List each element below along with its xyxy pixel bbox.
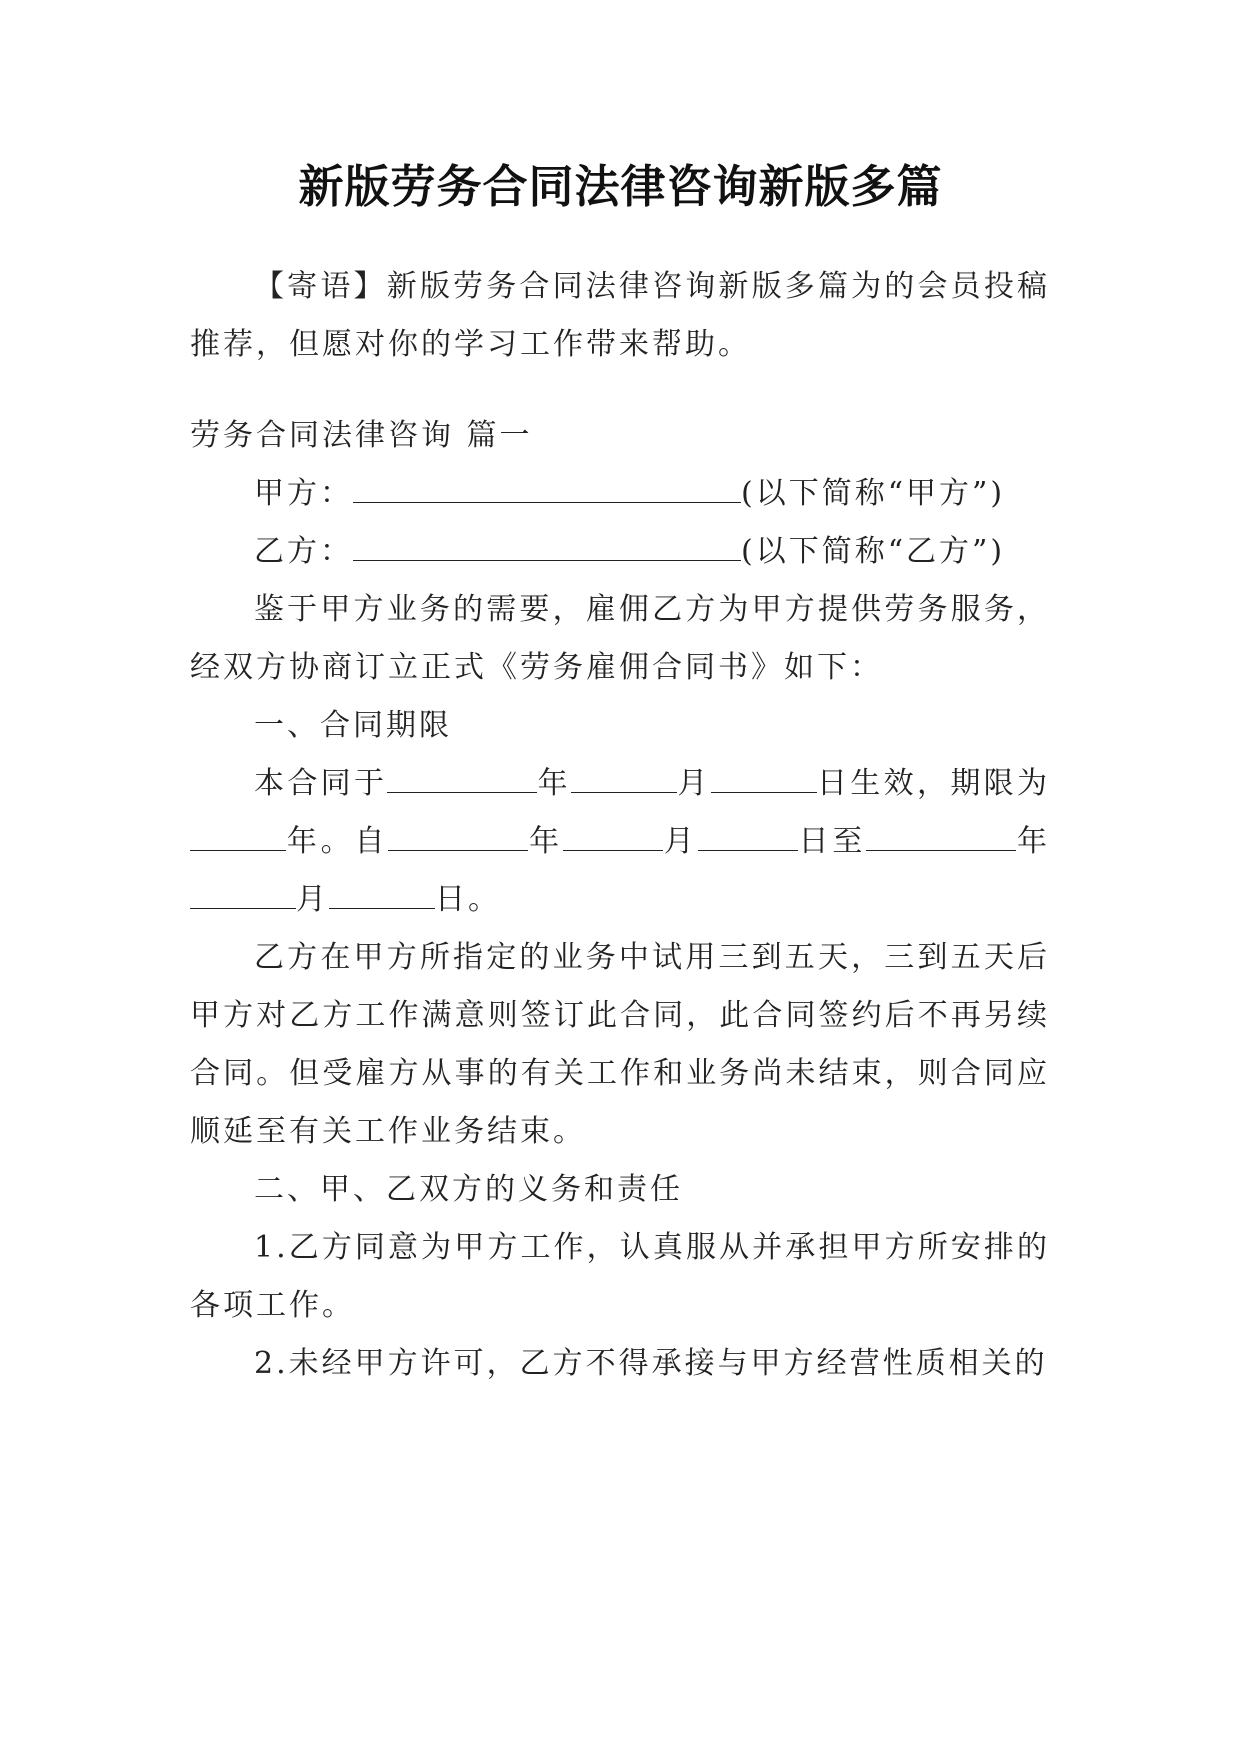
term-text-6: 年 bbox=[528, 824, 564, 859]
term-text-4: 日生效，期限为 bbox=[816, 766, 1051, 801]
party-b-suffix: (以下简称“乙方”) bbox=[741, 534, 1006, 569]
term-text-7: 月 bbox=[663, 824, 698, 859]
start-month-blank bbox=[571, 762, 677, 793]
obligation-item-1: 1.乙方同意为甲方工作，认真服从并承担甲方所安排的各项工作。 bbox=[190, 1230, 1050, 1323]
party-b-label: 乙方： bbox=[254, 534, 353, 569]
term-text-2: 年 bbox=[537, 766, 572, 801]
clause2-heading: 二、甲、乙双方的义务和责任 bbox=[254, 1172, 683, 1207]
from-month-blank bbox=[563, 820, 663, 851]
party-a-label: 甲方： bbox=[254, 476, 353, 511]
to-month-blank bbox=[190, 878, 296, 909]
party-a-line bbox=[190, 465, 1050, 523]
to-day-blank bbox=[329, 878, 435, 909]
duration-years-blank bbox=[190, 820, 286, 851]
term-text-10: 月 bbox=[296, 882, 329, 917]
term-text-8: 日至 bbox=[797, 824, 867, 859]
preamble-paragraph: 鉴于甲方业务的需要，雇佣乙方为甲方提供劳务服务，经双方协商订立正式《劳务雇佣合同书》如下： bbox=[190, 592, 1050, 685]
party-a-suffix: (以下简称“甲方”) bbox=[741, 476, 1006, 511]
section-heading: 劳务合同法律咨询 篇一 bbox=[190, 418, 533, 453]
to-year-blank bbox=[866, 820, 1016, 851]
contract-body bbox=[190, 407, 1050, 1393]
term-text-9: 年 bbox=[1016, 824, 1051, 859]
term-text-1: 本合同于 bbox=[254, 766, 388, 801]
start-year-blank bbox=[387, 762, 537, 793]
intro-paragraph: 【寄语】新版劳务合同法律咨询新版多篇为的会员投稿推荐，但愿对你的学习工作带来帮助。 bbox=[190, 269, 1050, 362]
clause1-heading: 一、合同期限 bbox=[254, 708, 452, 743]
term-text-11: 日。 bbox=[435, 882, 501, 917]
term-paragraph bbox=[190, 755, 1050, 929]
trial-paragraph: 乙方在甲方所指定的业务中试用三到五天，三到五天后甲方对乙方工作满意则签订此合同，此合同签约后不再另续合同。但受雇方从事的有关工作和业务尚未结束，则合同应顺延至有关工作业务结束。 bbox=[190, 940, 1050, 1149]
party-a-blank bbox=[353, 472, 741, 503]
term-text-3: 月 bbox=[677, 766, 711, 801]
party-b-blank bbox=[353, 530, 741, 561]
from-day-blank bbox=[698, 820, 798, 851]
party-b-line bbox=[190, 523, 1050, 581]
intro-block bbox=[190, 258, 1050, 374]
obligation-item-2: 2.未经甲方许可，乙方不得承接与甲方经营性质相关的 bbox=[254, 1346, 1048, 1381]
start-day-blank bbox=[711, 762, 817, 793]
document-title: 新版劳务合同法律咨询新版多篇 bbox=[298, 160, 943, 213]
term-text-5: 年。自 bbox=[286, 824, 389, 859]
from-year-blank bbox=[388, 820, 528, 851]
